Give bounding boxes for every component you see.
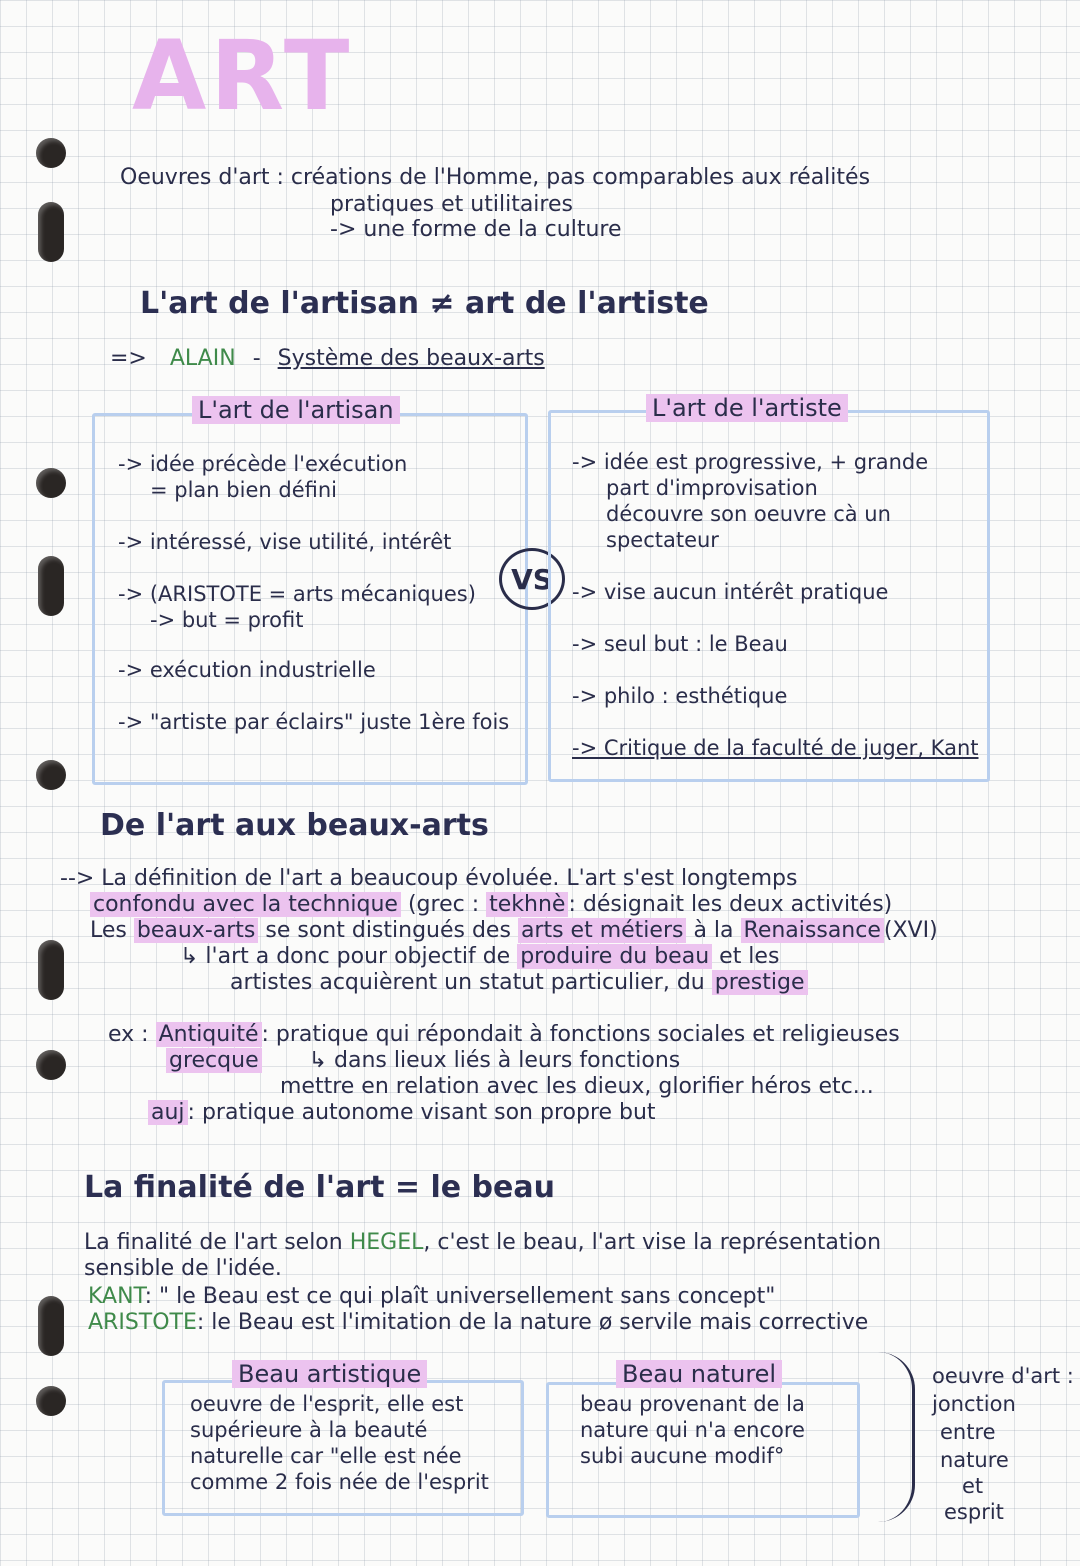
author-name: KANT [88, 1284, 145, 1309]
text: artistes acquièrent un statut particulier, du [230, 970, 705, 995]
example-line [108, 1022, 900, 1048]
side-note-line: oeuvre d'art : [932, 1364, 1074, 1388]
binder-hole [38, 940, 64, 1000]
paragraph-line [84, 1230, 881, 1256]
page-title: ART [132, 20, 354, 132]
curly-brace [878, 1352, 915, 1522]
box-line: naturelle car "elle est née [190, 1444, 462, 1468]
highlight: tekhnè [486, 892, 568, 917]
paragraph-line [88, 1284, 775, 1310]
highlight: produire du beau [517, 944, 712, 969]
side-note-line: esprit [944, 1500, 1004, 1524]
text: ↳ dans lieux liés à leurs fonctions [308, 1048, 681, 1073]
binder-hole [36, 1386, 66, 1416]
side-note-line: entre [940, 1420, 996, 1444]
text: : pratique qui répondait à fonctions sociales et religieuses [261, 1022, 900, 1047]
arrow-icon: => [110, 346, 147, 371]
list-item: découvre son oeuvre cà un [606, 502, 891, 526]
author-name: HEGEL [349, 1230, 424, 1255]
text: Les [90, 918, 127, 943]
text: : pratique autonome visant son propre but [187, 1100, 656, 1125]
paragraph-line [90, 892, 892, 918]
box-title-beau-artistique: Beau artistique [232, 1360, 427, 1388]
text: à la [693, 918, 734, 943]
author-name: ALAIN [169, 346, 236, 371]
highlight: confondu avec la technique [90, 892, 401, 917]
intro-line: pratiques et utilitaires [330, 192, 573, 217]
box-title-artisan: L'art de l'artisan [192, 396, 400, 424]
box-line: subi aucune modif° [580, 1444, 785, 1468]
box-line: comme 2 fois née de l'esprit [190, 1470, 489, 1494]
paragraph-line [88, 1310, 868, 1336]
list-item: -> "artiste par éclairs" juste 1ère fois [118, 710, 510, 734]
section-heading: L'art de l'artisan ≠ art de l'artiste [140, 286, 709, 321]
text: ex : [108, 1022, 149, 1047]
binder-hole [38, 1296, 64, 1356]
example-line [148, 1100, 656, 1126]
side-note-line: jonction [932, 1392, 1016, 1416]
side-note-line: nature [940, 1448, 1009, 1472]
list-item: -> idée précède l'exécution [118, 452, 408, 476]
work-title: Système des beaux-arts [277, 346, 545, 371]
text: La finalité de l'art selon [84, 1230, 343, 1255]
text: , c'est le beau, l'art vise la représentation [423, 1230, 882, 1255]
text: et les [719, 944, 780, 969]
example-line [166, 1048, 680, 1074]
reference-line [110, 346, 545, 372]
highlight: auj [148, 1100, 188, 1125]
highlight: prestige [712, 970, 808, 995]
highlight: Renaissance [741, 918, 884, 943]
list-item: -> idée est progressive, + grande [572, 450, 929, 474]
list-item: -> but = profit [150, 608, 304, 632]
paragraph-line [230, 970, 808, 996]
binder-hole [36, 760, 66, 790]
list-item: spectateur [606, 528, 719, 552]
dash: - [252, 346, 261, 371]
highlight: grecque [166, 1048, 262, 1073]
binder-hole [36, 138, 66, 168]
example-line: mettre en relation avec les dieux, glorifier héros etc... [280, 1074, 874, 1099]
side-note-line: et [962, 1474, 984, 1498]
text: se sont distingués des [265, 918, 511, 943]
list-item: -> (ARISTOTE = arts mécaniques) [118, 582, 476, 606]
list-item: -> Critique de la faculté de juger, Kant [572, 736, 979, 760]
list-item: -> seul but : le Beau [572, 632, 788, 656]
intro-line: Oeuvres d'art : créations de l'Homme, pas comparables aux réalités [120, 165, 871, 190]
highlight: beaux-arts [134, 918, 259, 943]
box-line: nature qui n'a encore [580, 1418, 805, 1442]
text: : désignait les deux activités) [568, 892, 893, 917]
binder-hole [36, 1050, 66, 1080]
box-line: oeuvre de l'esprit, elle est [190, 1392, 464, 1416]
box-line: supérieure à la beauté [190, 1418, 428, 1442]
list-item: -> philo : esthétique [572, 684, 788, 708]
author-name: ARISTOTE [88, 1310, 197, 1335]
versus-circle: VS [499, 548, 565, 610]
list-item: part d'improvisation [606, 476, 818, 500]
list-item: -> intéressé, vise utilité, intérêt [118, 530, 452, 554]
binder-hole [38, 556, 64, 616]
section-heading: La finalité de l'art = le beau [84, 1170, 555, 1205]
text: (grec : [407, 892, 480, 917]
section-heading: De l'art aux beaux-arts [100, 808, 489, 843]
highlight: Antiquité [156, 1022, 262, 1047]
binder-hole [36, 468, 66, 498]
intro-line: -> une forme de la culture [330, 217, 622, 242]
text: (XVI) [883, 918, 938, 943]
box-line: beau provenant de la [580, 1392, 805, 1416]
paragraph-line [180, 944, 779, 970]
list-item: -> vise aucun intérêt pratique [572, 580, 889, 604]
highlight: arts et métiers [518, 918, 687, 943]
paragraph-line [90, 918, 938, 944]
list-item: -> exécution industrielle [118, 658, 376, 682]
text: : " le Beau est ce qui plaît universellement sans concept" [144, 1284, 776, 1309]
list-item: = plan bien défini [150, 478, 337, 502]
paragraph-line: --> La définition de l'art a beaucoup évoluée. L'art s'est longtemps [60, 866, 798, 891]
text: ↳ l'art a donc pour objectif de [180, 944, 511, 969]
binder-hole [38, 202, 64, 262]
box-title-beau-naturel: Beau naturel [616, 1360, 782, 1388]
text: : le Beau est l'imitation de la nature ø servile mais corrective [196, 1310, 869, 1335]
box-title-artiste: L'art de l'artiste [646, 394, 848, 422]
paragraph-line: sensible de l'idée. [84, 1256, 282, 1281]
